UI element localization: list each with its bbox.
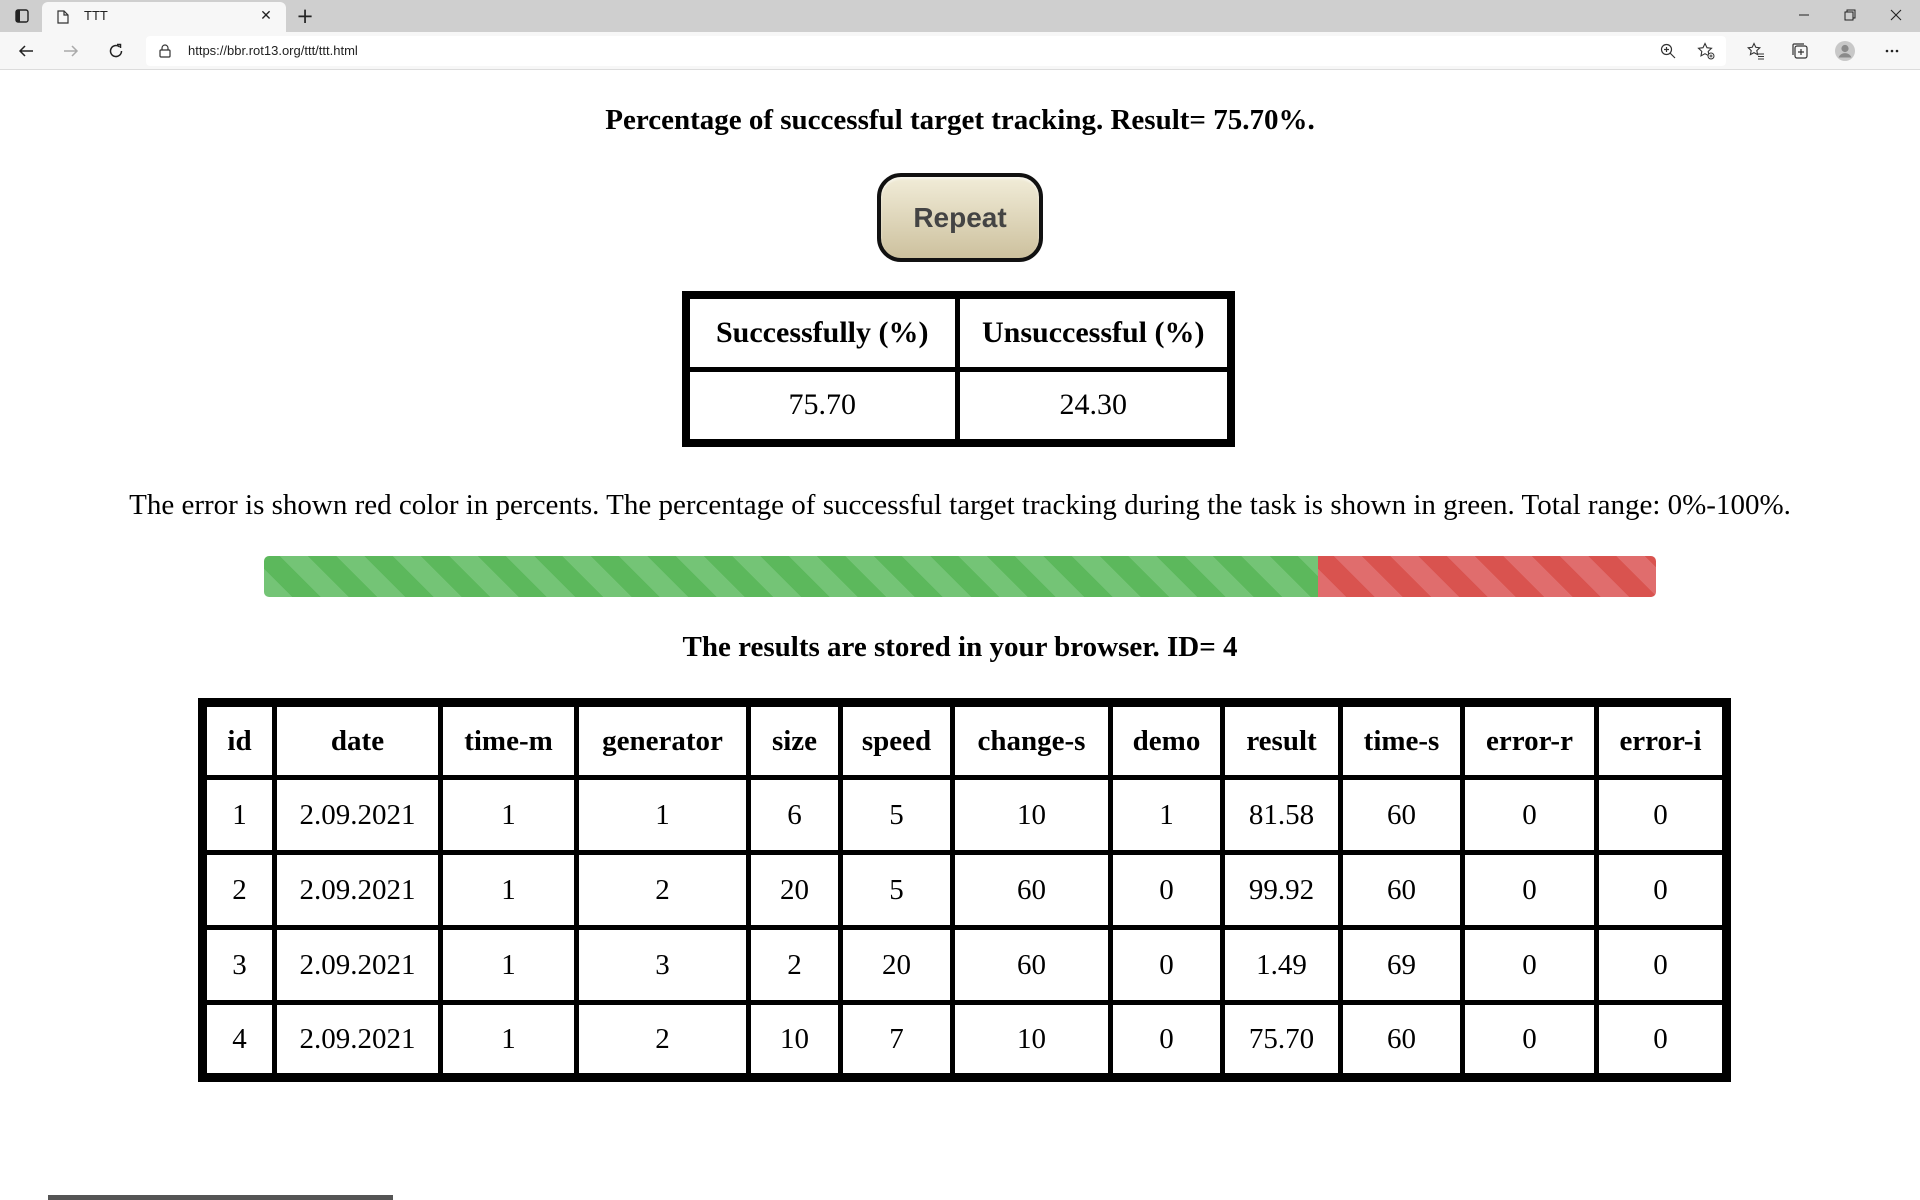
table-cell-time-m: 1 — [441, 928, 577, 1003]
results-header-speed: speed — [841, 703, 953, 778]
table-cell-speed: 5 — [841, 778, 953, 853]
results-table — [198, 698, 1731, 1082]
table-cell-error-i: 0 — [1597, 778, 1727, 853]
table-cell-date: 2.09.2021 — [275, 853, 441, 928]
table-row — [203, 928, 1727, 1003]
table-cell-id: 3 — [203, 928, 275, 1003]
table-cell-size: 10 — [749, 1003, 841, 1078]
browser-toolbar — [0, 32, 1920, 70]
add-favorite-icon[interactable] — [1697, 42, 1715, 60]
close-window-icon[interactable] — [1873, 0, 1919, 30]
results-header-time-m: time-m — [441, 703, 577, 778]
summary-value-successfully: 75.70 — [686, 369, 957, 443]
tab-actions-icon[interactable] — [13, 7, 31, 25]
table-cell-time-s: 60 — [1341, 853, 1463, 928]
forward-icon[interactable] — [59, 39, 83, 63]
table-cell-demo: 1 — [1111, 778, 1223, 853]
table-cell-time-m: 1 — [441, 853, 577, 928]
results-header-result: result — [1223, 703, 1341, 778]
table-cell-size: 2 — [749, 928, 841, 1003]
page-icon — [57, 10, 69, 24]
zoom-icon[interactable] — [1659, 42, 1677, 60]
table-cell-speed: 7 — [841, 1003, 953, 1078]
table-cell-time-m: 1 — [441, 778, 577, 853]
minimize-icon[interactable] — [1781, 0, 1827, 30]
table-cell-time-s: 60 — [1341, 778, 1463, 853]
favorites-icon[interactable] — [1744, 39, 1768, 63]
table-cell-error-i: 0 — [1597, 1003, 1727, 1078]
progress-error-segment — [1318, 556, 1656, 597]
back-icon[interactable] — [14, 39, 38, 63]
table-cell-size: 20 — [749, 853, 841, 928]
browser-tab-bar — [0, 0, 1920, 32]
table-cell-error-i: 0 — [1597, 853, 1727, 928]
progress-success-segment — [264, 556, 1318, 597]
table-cell-speed: 20 — [841, 928, 953, 1003]
results-header-demo: demo — [1111, 703, 1223, 778]
collections-icon[interactable] — [1788, 39, 1812, 63]
profile-avatar-icon[interactable] — [1833, 39, 1857, 63]
more-menu-icon[interactable] — [1880, 39, 1904, 63]
table-cell-change-s: 60 — [953, 928, 1111, 1003]
table-cell-change-s: 10 — [953, 778, 1111, 853]
table-cell-id: 1 — [203, 778, 275, 853]
table-cell-time-m: 1 — [441, 1003, 577, 1078]
table-cell-result: 75.70 — [1223, 1003, 1341, 1078]
table-cell-error-r: 0 — [1463, 778, 1597, 853]
table-cell-demo: 0 — [1111, 1003, 1223, 1078]
tab-title: TTT — [84, 8, 108, 23]
close-tab-icon[interactable]: ✕ — [260, 8, 272, 24]
table-cell-result: 1.49 — [1223, 928, 1341, 1003]
table-row — [203, 1003, 1727, 1078]
table-cell-generator: 3 — [577, 928, 749, 1003]
results-header-change-s: change-s — [953, 703, 1111, 778]
tab-active[interactable] — [42, 2, 286, 32]
refresh-icon[interactable] — [104, 39, 128, 63]
results-header-date: date — [275, 703, 441, 778]
table-cell-generator: 2 — [577, 853, 749, 928]
address-bar[interactable] — [146, 36, 1726, 66]
new-tab-button[interactable]: + — [296, 4, 314, 28]
results-header-time-s: time-s — [1341, 703, 1463, 778]
results-header-error-i: error-i — [1597, 703, 1727, 778]
result-title: Percentage of successful target tracking. Result= 75.70%. — [605, 104, 1315, 136]
summary-header-unsuccessful: Unsuccessful (%) — [957, 295, 1231, 369]
table-cell-error-r: 0 — [1463, 853, 1597, 928]
results-header-id: id — [203, 703, 275, 778]
results-header-size: size — [749, 703, 841, 778]
table-cell-result: 99.92 — [1223, 853, 1341, 928]
results-header-generator: generator — [577, 703, 749, 778]
repeat-button[interactable]: Repeat — [877, 173, 1043, 262]
table-cell-date: 2.09.2021 — [275, 778, 441, 853]
summary-header-successfully: Successfully (%) — [686, 295, 957, 369]
table-cell-change-s: 10 — [953, 1003, 1111, 1078]
result-progress-bar — [264, 556, 1656, 597]
summary-header-row — [686, 295, 1231, 369]
table-row — [203, 853, 1727, 928]
table-cell-date: 2.09.2021 — [275, 1003, 441, 1078]
table-cell-error-r: 0 — [1463, 1003, 1597, 1078]
summary-table — [682, 291, 1235, 447]
table-cell-demo: 0 — [1111, 853, 1223, 928]
table-cell-size: 6 — [749, 778, 841, 853]
table-row — [203, 778, 1727, 853]
lock-icon[interactable] — [158, 44, 172, 58]
results-header-row — [203, 703, 1727, 778]
table-cell-time-s: 69 — [1341, 928, 1463, 1003]
table-cell-generator: 1 — [577, 778, 749, 853]
table-cell-error-i: 0 — [1597, 928, 1727, 1003]
table-cell-result: 81.58 — [1223, 778, 1341, 853]
summary-value-row — [686, 369, 1231, 443]
url-text: https://bbr.rot13.org/ttt/ttt.html — [188, 43, 358, 58]
description-text: The error is shown red color in percents. The percentage of successful target tracking during the task is shown in green. Total range: 0%-100%. — [129, 489, 1791, 521]
summary-value-unsuccessful: 24.30 — [957, 369, 1231, 443]
results-header-error-r: error-r — [1463, 703, 1597, 778]
table-cell-demo: 0 — [1111, 928, 1223, 1003]
horizontal-scrollbar[interactable] — [48, 1195, 393, 1200]
table-cell-time-s: 60 — [1341, 1003, 1463, 1078]
table-cell-date: 2.09.2021 — [275, 928, 441, 1003]
stored-results-title: The results are stored in your browser. ID= 4 — [682, 631, 1238, 663]
table-cell-id: 2 — [203, 853, 275, 928]
table-cell-generator: 2 — [577, 1003, 749, 1078]
restore-icon[interactable] — [1827, 0, 1873, 30]
table-cell-speed: 5 — [841, 853, 953, 928]
table-cell-id: 4 — [203, 1003, 275, 1078]
table-cell-error-r: 0 — [1463, 928, 1597, 1003]
table-cell-change-s: 60 — [953, 853, 1111, 928]
